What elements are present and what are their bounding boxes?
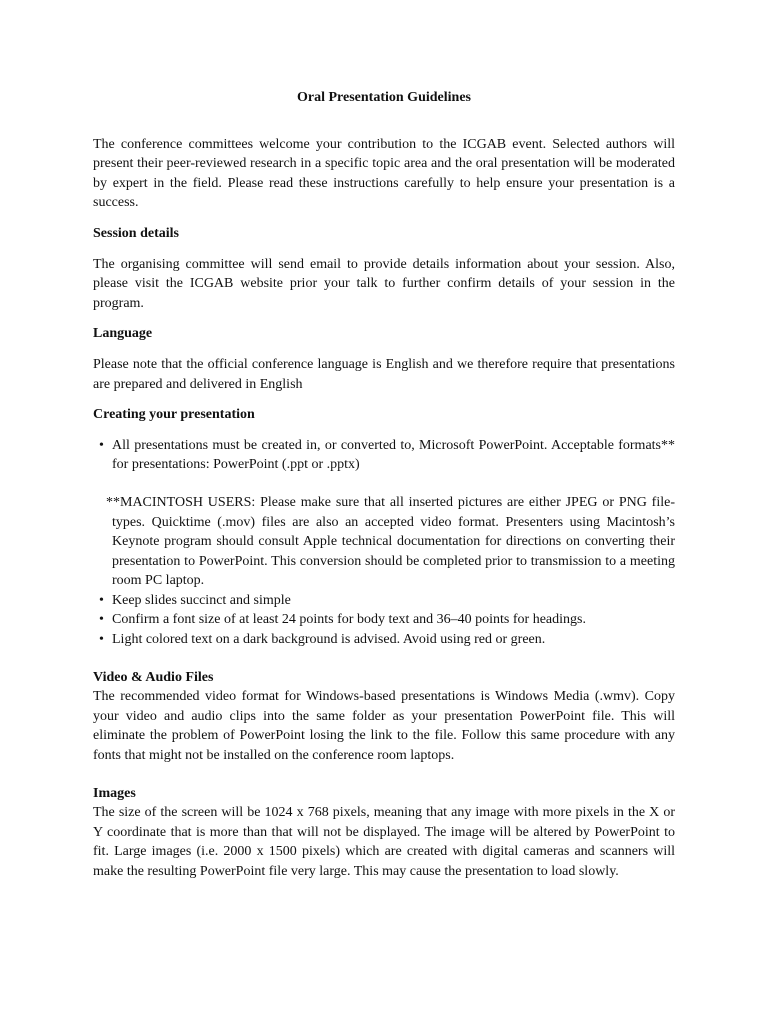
bullet-icon: • xyxy=(99,592,104,608)
images-heading: Images xyxy=(93,785,136,801)
list-item xyxy=(93,436,675,475)
list-item-text: Keep slides succinct and simple xyxy=(112,592,291,608)
list-item xyxy=(93,610,675,630)
list-item xyxy=(93,630,675,650)
bullet-icon: • xyxy=(99,612,104,628)
list-item-text: Light colored text on a dark background is advised. Avoid using red or green. xyxy=(112,632,546,648)
document-title: Oral Presentation Guidelines xyxy=(297,90,471,105)
macintosh-note: **MACINTOSH USERS: Please make sure that all inserted pictures are either JPEG or PNG file-types. Quicktime (.mov) files are also an accepted video format. Presenters using Macintosh’s Keynote program should consult Apple technical documentation for directions on converting their presentation to PowerPoint. This conversion should be completed prior to transmission to a meeting room PC laptop. xyxy=(106,494,675,589)
creating-presentation-heading: Creating your presentation xyxy=(93,407,255,423)
session-details-paragraph: The organising committee will send email to provide details information about your session. Also, please visit the ICGAB website prior your talk to further confirm details of your session in the program. xyxy=(93,256,675,311)
document-page xyxy=(93,88,675,882)
images-paragraph: The size of the screen will be 1024 x 768 pixels, meaning that any image with more pixels in the X or Y coordinate that is more than that will not be displayed. The image will be altered by PowerPoint to fit. Large images (i.e. 2000 x 1500 pixels) which are created with digital cameras and scanners will make the resulting PowerPoint file very large. This may cause the presentation to load slowly. xyxy=(93,805,675,879)
video-audio-heading: Video & Audio Files xyxy=(93,669,214,685)
language-heading: Language xyxy=(93,326,153,342)
creating-presentation-list-continued xyxy=(93,591,675,650)
bullet-icon: • xyxy=(99,437,104,453)
intro-paragraph: The conference committees welcome your contribution to the ICGAB event. Selected authors will present their peer-reviewed research in a specific topic area and the oral presentation will be moderated by expert in the field. Please read these instructions carefully to help ensure your presentation is a success. xyxy=(93,136,675,211)
bullet-icon: • xyxy=(99,632,104,648)
language-paragraph: Please note that the official conference language is English and we therefore require that presentations are prepared and delivered in English xyxy=(93,356,675,392)
video-audio-paragraph: The recommended video format for Windows-based presentations is Windows Media (.wmv). Copy your video and audio clips into the same folder as your presentation PowerPoint file. This will eliminate the problem of PowerPoint losing the link to the file. Follow this same procedure with any fonts that might not be installed on the conference room laptops. xyxy=(93,689,675,764)
list-item-text: Confirm a font size of at least 24 points for body text and 36–40 points for headings. xyxy=(112,612,586,628)
list-item-text: All presentations must be created in, or converted to, Microsoft PowerPoint. Acceptable formats** for presentations: PowerPoint (.ppt or .pptx) xyxy=(112,437,675,473)
list-item xyxy=(93,591,675,611)
session-details-heading: Session details xyxy=(93,225,179,241)
creating-presentation-list xyxy=(93,436,675,475)
